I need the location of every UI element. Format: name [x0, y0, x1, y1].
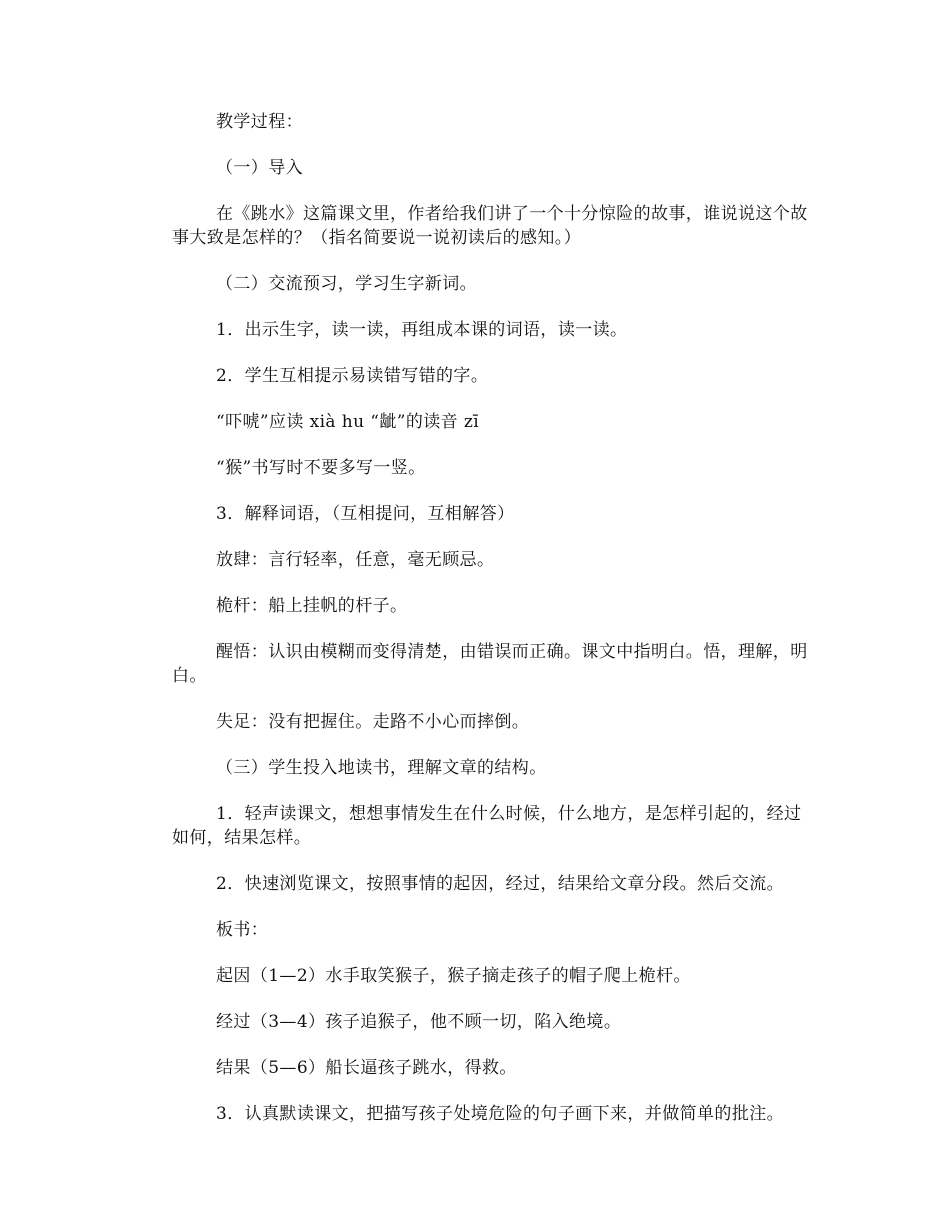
definition: 醒悟：认识由模糊而变得清楚，由错误而正确。课文中指明白。悟，理解，明白。 [172, 642, 808, 686]
board-line: 经过（3—4）孩子追猴子，他不顾一切，陷入绝境。 [216, 1012, 622, 1032]
section-heading: 教学过程： [216, 112, 303, 132]
document-body [172, 110, 812, 1148]
list-item: 1．轻声读课文，想想事情发生在什么时候，什么地方，是怎样引起的，经过如何，结果怎样。 [172, 804, 802, 848]
paragraph: “吓唬”应读 xià hu “龇”的读音 zī [216, 412, 480, 432]
paragraph: “猴”书写时不要多写一竖。 [216, 458, 426, 478]
definition: 失足：没有把握住。走路不小心而摔倒。 [216, 712, 530, 732]
definition: 放肆：言行轻率，任意，毫无顾忌。 [216, 550, 495, 570]
board-line: 起因（1—2）水手取笑猴子，猴子摘走孩子的帽子爬上桅杆。 [216, 966, 691, 986]
board-line: 结果（5—6）船长逼孩子跳水，得救。 [216, 1058, 517, 1078]
board-heading: 板书： [216, 920, 269, 940]
definition: 桅杆：船上挂帆的杆子。 [216, 596, 408, 616]
paragraph: 在《跳水》这篇课文里，作者给我们讲了一个十分惊险的故事，谁说说这个故事大致是怎样的？（指名简要说一说初读后的感知。） [172, 204, 808, 248]
list-item: 1．出示生字，读一读，再组成本课的词语，读一读。 [216, 320, 628, 340]
subsection-heading: （二）交流预习，学习生字新词。 [216, 274, 477, 294]
list-item: 2．学生互相提示易读错写错的字。 [216, 366, 489, 386]
subsection-heading: （一）导入 [216, 158, 303, 178]
subsection-heading: （三）学生投入地读书，理解文章的结构。 [216, 758, 547, 778]
list-item: 3．认真默读课文，把描写孩子处境危险的句子画下来，并做简单的批注。 [216, 1104, 785, 1124]
list-item: 3．解释词语，（互相提问，互相解答） [216, 504, 515, 524]
list-item: 2．快速浏览课文，按照事情的起因，经过，结果给文章分段。然后交流。 [216, 874, 785, 894]
